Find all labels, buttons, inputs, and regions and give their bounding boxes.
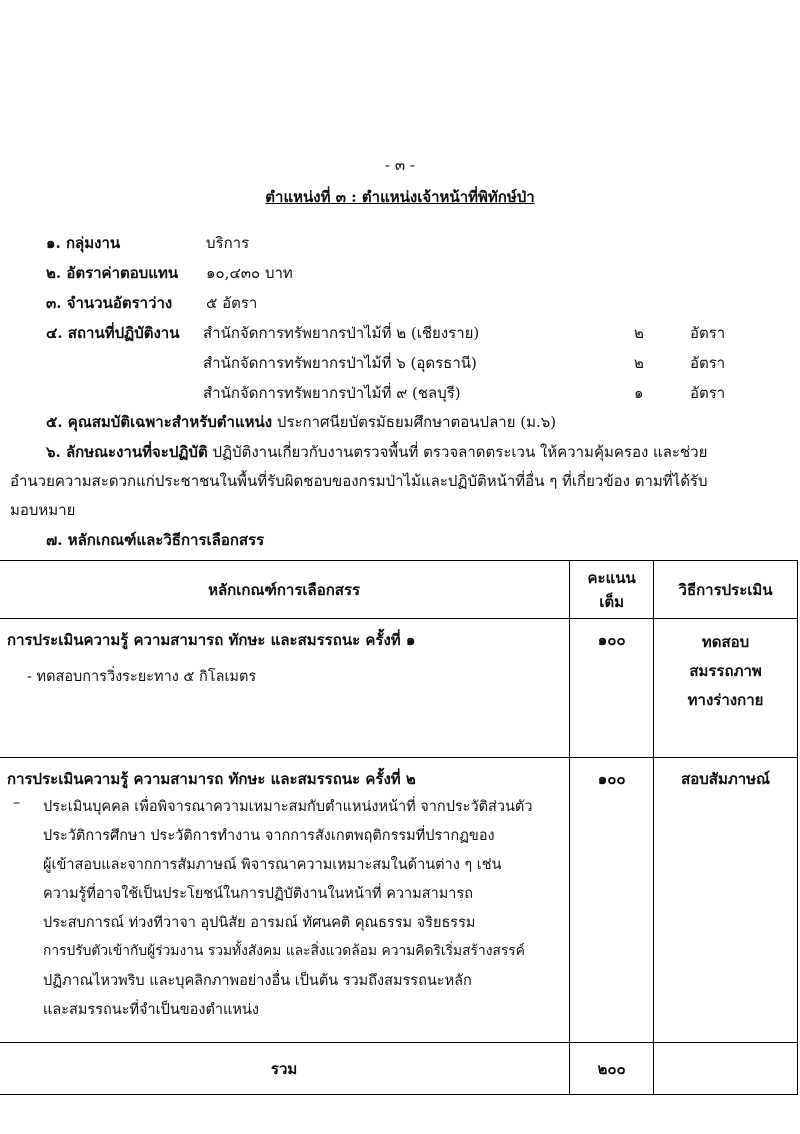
criteria-cell — [0, 619, 570, 758]
duty-label: ๖. ลักษณะงานที่จะปฏิบัติ — [46, 443, 208, 461]
criteria-detail: และสมรรถนะที่จำเป็นของตำแหน่ง — [43, 1002, 259, 1018]
criteria-detail: - ทดสอบการวิ่งระยะทาง ๕ กิโลเมตร — [27, 669, 257, 685]
score-value: ๑๐๐ — [597, 770, 626, 788]
total-method-empty — [654, 1043, 798, 1095]
page-title — [0, 185, 800, 209]
location-count: ๑ — [634, 384, 644, 402]
pay-value: ๑๐,๔๓๐ บาท — [206, 264, 293, 282]
criteria-heading: ๗. หลักเกณฑ์และวิธีการเลือกสรร — [46, 531, 265, 549]
criteria-detail: ความรู้ที่อาจใช้เป็นประโยชน์ในการปฏิบัติงานในหน้าที่ ความสามารถ — [43, 886, 474, 902]
criteria-title: การประเมินความรู้ ความสามารถ ทักษะ และสมรรถนะ ครั้งที่ ๒ — [7, 770, 416, 788]
page-number: - ๓ - — [385, 156, 415, 174]
header-score — [570, 561, 654, 619]
method-line: สอบสัมภาษณ์ — [681, 770, 770, 788]
total-score: ๒๐๐ — [570, 1043, 654, 1095]
location-label: ๔. สถานที่ปฏิบัติงาน — [46, 324, 180, 342]
qualification-value: ประกาศนียบัตรมัธยมศึกษาตอนปลาย (ม.๖) — [276, 413, 557, 431]
score-value: ๑๐๐ — [597, 631, 626, 649]
criteria-detail: การปรับตัวเข้ากับผู้ร่วมงาน รวมทั้งสังคม และสิ่งแวดล้อม ความคิดริเริ่มสร้างสรรค์ — [43, 943, 525, 959]
duty-line-1 — [46, 440, 707, 464]
qualification-line — [46, 410, 556, 434]
criteria-detail: ประสบการณ์ ท่วงทีวาจา อุปนิสัย อารมณ์ ทัศนคติ คุณธรรม จริยธรรม — [43, 915, 476, 931]
location-unit: อัตรา — [690, 354, 726, 372]
table-total-row — [0, 1043, 798, 1095]
score-cell — [570, 619, 654, 758]
location-name: สำนักจัดการทรัพยากรป่าไม้ที่ ๒ (เชียงราย) — [203, 324, 480, 342]
vacancy-value: ๕ อัตรา — [206, 294, 258, 312]
title-text: ตำแหน่งที่ ๓ : ตำแหน่งเจ้าหน้าที่พิทักษ์ป่า — [265, 188, 535, 206]
table-row — [0, 619, 798, 758]
criteria-detail: ประวัติการศึกษา ประวัติการทำงาน จากการสังเกตพฤติกรรมที่ปรากฏของ — [43, 828, 495, 844]
qualification-label: ๕. คุณสมบัติเฉพาะสำหรับตำแหน่ง — [46, 413, 273, 431]
location-unit: อัตรา — [690, 324, 726, 342]
location-unit: อัตรา — [690, 384, 726, 402]
duty-text: ปฏิบัติงานเกี่ยวกับงานตรวจพื้นที่ ตรวจลาดตระเวน ให้ความคุ้มครอง และช่วย — [212, 443, 708, 461]
criteria-table — [0, 560, 798, 1095]
duty-line-2: อำนวยความสะดวกแก่ประชาชนในพื้นที่รับผิดชอบของกรมป่าไม้และปฏิบัติหน้าที่อื่น ๆ ที่เกี่ยวข้อง ตามที่ได้รับ — [10, 472, 708, 490]
method-line: สมรรถภาพ — [689, 662, 762, 680]
criteria-detail: ผู้เข้าสอบและจากการสัมภาษณ์ พิจารณาความเหมาะสมในด้านต่าง ๆ เช่น — [43, 857, 502, 873]
location-count: ๒ — [634, 354, 644, 372]
table-header-row — [0, 561, 798, 619]
method-cell — [654, 758, 798, 1043]
total-label: รวม — [0, 1043, 570, 1095]
dash-marker: – — [13, 795, 21, 811]
group-label: ๑. กลุ่มงาน — [46, 234, 121, 252]
criteria-detail: ประเมินบุคคล เพื่อพิจารณาความเหมาะสมกับตำแหน่งหน้าที่ จากประวัติส่วนตัว — [43, 799, 533, 815]
method-line: ทดสอบ — [701, 633, 750, 651]
header-score-line1: คะแนน — [587, 568, 636, 587]
criteria-detail: ปฏิภาณไหวพริบ และบุคลิกภาพอย่างอื่น เป็นต้น รวมถึงสมรรถนะหลัก — [43, 973, 472, 989]
criteria-cell — [0, 758, 570, 1043]
duty-line-3: มอบหมาย — [10, 501, 76, 519]
method-line: ทางร่างกาย — [687, 691, 764, 709]
group-value: บริการ — [206, 234, 250, 252]
score-cell — [570, 758, 654, 1043]
header-criteria: หลักเกณฑ์การเลือกสรร — [0, 561, 570, 619]
method-cell — [654, 619, 798, 758]
header-method: วิธีการประเมิน — [654, 561, 798, 619]
location-count: ๒ — [634, 324, 644, 342]
vacancy-label: ๓. จำนวนอัตราว่าง — [46, 294, 173, 312]
location-name: สำนักจัดการทรัพยากรป่าไม้ที่ ๖ (อุดรธานี) — [203, 354, 477, 372]
header-score-line2: เต็ม — [599, 592, 624, 611]
criteria-title: การประเมินความรู้ ความสามารถ ทักษะ และสมรรถนะ ครั้งที่ ๑ — [7, 631, 416, 649]
location-name: สำนักจัดการทรัพยากรป่าไม้ที่ ๙ (ชลบุรี) — [203, 384, 461, 402]
pay-label: ๒. อัตราค่าตอบแทน — [46, 264, 179, 282]
table-row — [0, 758, 798, 1043]
